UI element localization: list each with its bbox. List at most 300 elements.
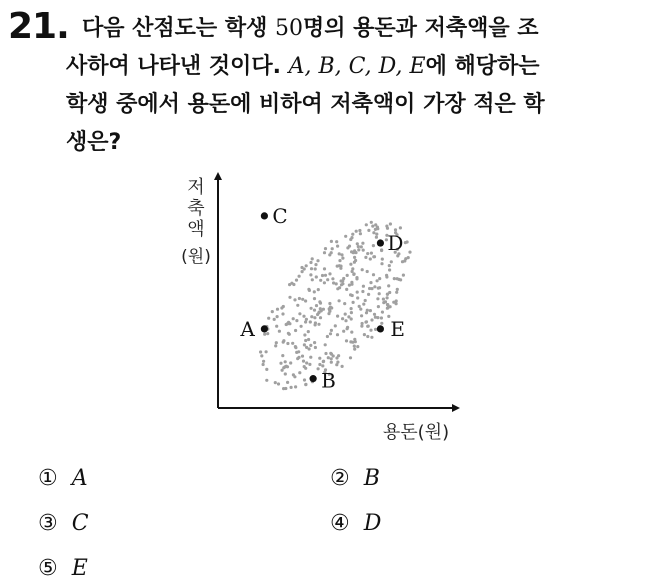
cloud-point	[304, 339, 307, 342]
cloud-point	[286, 381, 289, 384]
cloud-point	[373, 285, 376, 288]
stem-text: 명의 용돈과 저축액을 조	[303, 16, 539, 41]
cloud-point	[356, 345, 359, 348]
cloud-point	[351, 270, 354, 273]
cloud-point	[368, 287, 371, 290]
option-marker: ③	[38, 511, 58, 536]
cloud-point	[307, 330, 310, 333]
cloud-point	[262, 363, 265, 366]
cloud-point	[340, 253, 343, 256]
cloud-point	[330, 361, 333, 364]
cloud-point	[349, 263, 352, 266]
cloud-point	[386, 227, 389, 230]
cloud-point	[319, 302, 322, 305]
option-3[interactable]	[38, 511, 89, 536]
cloud-point	[369, 281, 372, 284]
cloud-point	[307, 338, 310, 341]
cloud-point	[362, 303, 365, 306]
cloud-point	[378, 292, 381, 295]
cloud-point	[293, 298, 296, 301]
cloud-point	[359, 232, 362, 235]
cloud-point	[316, 259, 319, 262]
cloud-point	[308, 363, 311, 366]
cloud-point	[335, 282, 338, 285]
cloud-point	[381, 311, 384, 314]
cloud-point	[352, 273, 355, 276]
y-axis-label-part: (원)	[181, 247, 211, 267]
cloud-point	[329, 332, 332, 335]
cloud-point	[260, 354, 263, 357]
cloud-point	[284, 372, 287, 375]
cloud-point	[343, 302, 346, 305]
cloud-point	[404, 241, 407, 244]
cloud-point	[359, 308, 362, 311]
cloud-point	[373, 255, 376, 258]
cloud-point	[348, 284, 351, 287]
cloud-point	[304, 299, 307, 302]
cloud-point	[360, 314, 363, 317]
cloud-point	[380, 322, 383, 325]
cloud-point	[309, 320, 312, 323]
cloud-point	[360, 245, 363, 248]
cloud-point	[309, 356, 312, 359]
cloud-point	[300, 325, 303, 328]
cloud-point	[356, 291, 359, 294]
y-axis-label-part: 저	[187, 177, 205, 198]
cloud-point	[375, 236, 378, 239]
cloud-point	[344, 313, 347, 316]
cloud-point	[336, 245, 339, 248]
cloud-point	[323, 251, 326, 254]
cloud-point	[301, 355, 304, 358]
cloud-point	[372, 273, 375, 276]
cloud-point	[388, 291, 391, 294]
cloud-point	[305, 361, 308, 364]
cloud-point	[355, 277, 358, 280]
cloud-point	[401, 260, 404, 263]
cloud-point	[265, 350, 268, 353]
cloud-point	[370, 318, 373, 321]
cloud-point	[365, 223, 368, 226]
cloud-point	[321, 364, 324, 367]
cloud-point	[295, 319, 298, 322]
point-e	[377, 325, 384, 332]
cloud-point	[311, 278, 314, 281]
cloud-point	[331, 247, 334, 250]
cloud-point	[341, 257, 344, 260]
cloud-point	[302, 315, 305, 318]
cloud-point	[376, 279, 379, 282]
cloud-point	[310, 267, 313, 270]
cloud-point	[337, 354, 340, 357]
cloud-point	[324, 352, 327, 355]
cloud-point	[380, 262, 383, 265]
cloud-point	[373, 313, 376, 316]
cloud-point	[319, 307, 322, 310]
cloud-point	[322, 360, 325, 363]
stem-text: 생은?	[66, 130, 122, 155]
option-value: A	[71, 466, 88, 491]
cloud-point	[353, 348, 356, 351]
cloud-point	[349, 356, 352, 359]
cloud-point	[313, 316, 316, 319]
cloud-point	[290, 386, 293, 389]
cloud-point	[374, 223, 377, 226]
cloud-point	[284, 387, 287, 390]
cloud-point	[342, 330, 345, 333]
cloud-point	[263, 333, 266, 336]
cloud-point	[303, 343, 306, 346]
cloud-point	[322, 308, 325, 311]
cloud-point	[366, 335, 369, 338]
cloud-point	[346, 327, 349, 330]
cloud-point	[365, 320, 368, 323]
cloud-point	[311, 257, 314, 260]
cloud-point	[382, 298, 385, 301]
cloud-point	[314, 263, 317, 266]
cloud-point	[294, 385, 297, 388]
cloud-point	[371, 225, 374, 228]
cloud-point	[328, 272, 331, 275]
cloud-point	[344, 235, 347, 238]
cloud-point	[292, 373, 295, 376]
cloud-point	[338, 299, 341, 302]
cloud-point	[378, 286, 381, 289]
cloud-point	[285, 365, 288, 368]
cloud-point	[358, 229, 361, 232]
cloud-point	[294, 329, 297, 332]
cloud-point	[279, 362, 282, 365]
cloud-point	[381, 258, 384, 261]
cloud-point	[363, 333, 366, 336]
cloud-point	[375, 233, 378, 236]
option-1[interactable]	[38, 466, 88, 491]
cloud-point	[262, 360, 265, 363]
cloud-point	[323, 267, 326, 270]
cloud-point	[318, 363, 321, 366]
cloud-point	[284, 360, 287, 363]
cloud-point	[259, 350, 262, 353]
cloud-point	[380, 316, 383, 319]
cloud-point	[353, 249, 356, 252]
cloud-point	[295, 279, 298, 282]
option-5[interactable]	[38, 556, 88, 581]
cloud-point	[289, 361, 292, 364]
cloud-point	[408, 251, 411, 254]
cloud-point	[380, 249, 383, 252]
cloud-point	[348, 245, 351, 248]
cloud-point	[376, 297, 379, 300]
cloud-point	[350, 307, 353, 310]
cloud-point	[271, 310, 274, 313]
stem-math: A, B, C, D, E	[288, 54, 426, 79]
cloud-point	[376, 316, 379, 319]
cloud-point	[386, 296, 389, 299]
cloud-point	[317, 323, 320, 326]
y-axis-label-part: 액	[187, 219, 205, 240]
cloud-point	[281, 312, 284, 315]
stem-text: 에 해당하는	[425, 54, 540, 79]
cloud-point	[351, 294, 354, 297]
cloud-point	[328, 310, 331, 313]
cloud-point	[402, 274, 405, 277]
cloud-point	[274, 381, 277, 384]
cloud-point	[346, 274, 349, 277]
cloud-point	[277, 382, 280, 385]
cloud-point	[302, 360, 305, 363]
cloud-point	[367, 293, 370, 296]
cloud-point	[319, 316, 322, 319]
option-value: D	[363, 511, 382, 536]
cloud-point	[313, 309, 316, 312]
y-axis-label	[181, 177, 211, 267]
cloud-point	[366, 309, 369, 312]
cloud-point	[300, 266, 303, 269]
point-label-e: E	[390, 316, 406, 341]
cloud-point	[317, 288, 320, 291]
option-marker: ①	[38, 466, 58, 491]
cloud-point	[315, 304, 318, 307]
cloud-point	[297, 350, 300, 353]
cloud-point	[382, 301, 385, 304]
cloud-point	[286, 342, 289, 345]
cloud-point	[345, 288, 348, 291]
cloud-point	[303, 333, 306, 336]
cloud-point	[327, 356, 330, 359]
cloud-point	[395, 291, 398, 294]
cloud-point	[288, 333, 291, 336]
cloud-point	[292, 317, 295, 320]
point-d	[377, 239, 384, 246]
cloud-point	[324, 247, 327, 250]
cloud-point	[338, 259, 341, 262]
cloud-point	[372, 231, 375, 234]
cloud-point	[366, 270, 369, 273]
cloud-point	[326, 335, 329, 338]
cloud-point	[298, 371, 301, 374]
point-label-c: C	[272, 203, 288, 228]
cloud-point	[330, 353, 333, 356]
cloud-point	[399, 278, 402, 281]
cloud-point	[353, 261, 356, 264]
cloud-point	[356, 242, 359, 245]
cloud-point	[388, 268, 391, 271]
cloud-point	[387, 306, 390, 309]
option-value: E	[71, 556, 88, 581]
cloud-point	[281, 354, 284, 357]
cloud-point	[301, 270, 304, 273]
cloud-point	[330, 329, 333, 332]
cloud-point	[341, 280, 344, 283]
option-value: B	[363, 466, 380, 491]
cloud-point	[361, 268, 364, 271]
option-2[interactable]	[330, 466, 380, 491]
cloud-point	[331, 277, 334, 280]
cloud-point	[366, 252, 369, 255]
y-axis-label-part: 축	[187, 198, 205, 219]
cloud-point	[369, 329, 372, 332]
cloud-point	[353, 256, 356, 259]
cloud-point	[350, 311, 353, 314]
cloud-point	[350, 281, 353, 284]
cloud-point	[399, 226, 402, 229]
cloud-point	[313, 341, 316, 344]
cloud-point	[305, 318, 308, 321]
cloud-point	[361, 290, 364, 293]
question-number: 21.	[8, 6, 69, 47]
cloud-point	[328, 253, 331, 256]
cloud-point	[275, 325, 278, 328]
cloud-point	[304, 320, 307, 323]
cloud-point	[323, 281, 326, 284]
cloud-point	[318, 357, 321, 360]
cloud-point	[324, 274, 327, 277]
cloud-point	[305, 346, 308, 349]
cloud-point	[304, 367, 307, 370]
cloud-point	[352, 301, 355, 304]
cloud-point	[328, 302, 331, 305]
cloud-point	[338, 264, 341, 267]
cloud-point	[356, 296, 359, 299]
cloud-point	[285, 323, 288, 326]
cloud-point	[390, 260, 393, 263]
option-4[interactable]	[330, 511, 381, 536]
cloud-point	[395, 299, 398, 302]
cloud-point	[362, 249, 365, 252]
cloud-point	[288, 296, 291, 299]
cloud-point	[367, 229, 370, 232]
cloud-point	[317, 367, 320, 370]
cloud-point	[351, 233, 354, 236]
cloud-point	[336, 315, 339, 318]
cloud-point	[367, 325, 370, 328]
cloud-point	[276, 315, 279, 318]
cloud-point	[307, 288, 310, 291]
cloud-point	[372, 244, 375, 247]
cloud-point	[336, 361, 339, 364]
cloud-point	[387, 284, 390, 287]
cloud-point	[364, 256, 367, 259]
cloud-point	[304, 383, 307, 386]
cloud-point	[330, 240, 333, 243]
cloud-point	[276, 308, 279, 311]
cloud-point	[314, 346, 317, 349]
option-marker: ⑤	[38, 556, 58, 581]
cloud-point	[374, 328, 377, 331]
cloud-point	[370, 221, 373, 224]
cloud-point	[321, 274, 324, 277]
cloud-point	[370, 336, 373, 339]
cloud-point	[278, 330, 281, 333]
cloud-point	[265, 379, 268, 382]
cloud-point	[345, 339, 348, 342]
cloud-point	[274, 344, 277, 347]
cloud-point	[291, 342, 294, 345]
cloud-point	[338, 286, 341, 289]
cloud-point	[294, 346, 297, 349]
cloud-point	[315, 275, 318, 278]
cloud-point	[361, 242, 364, 245]
cloud-point	[334, 324, 337, 327]
cloud-point	[313, 290, 316, 293]
point-a	[261, 325, 268, 332]
stem-text: 사하여 나타낸 것이다.	[66, 54, 289, 79]
cloud-point	[389, 222, 392, 225]
cloud-point	[324, 343, 327, 346]
cloud-point	[362, 285, 365, 288]
cloud-point	[353, 345, 356, 348]
cloud-point	[303, 378, 306, 381]
cloud-point	[369, 257, 372, 260]
cloud-point	[357, 245, 360, 248]
cloud-point	[370, 252, 373, 255]
cloud-point	[354, 340, 357, 343]
cloud-point	[290, 282, 293, 285]
cloud-point	[298, 312, 301, 315]
option-marker: ④	[330, 511, 350, 536]
cloud-point	[309, 344, 312, 347]
cloud-point	[296, 304, 299, 307]
cloud-point	[314, 267, 317, 270]
cloud-point	[267, 317, 270, 320]
cloud-point	[314, 321, 317, 324]
cloud-point	[376, 227, 379, 230]
stem-number: 50	[275, 16, 303, 41]
cloud-point	[335, 240, 338, 243]
cloud-point	[364, 299, 367, 302]
cloud-point	[344, 319, 347, 322]
cloud-point	[310, 315, 313, 318]
cloud-point	[313, 297, 316, 300]
cloud-point	[341, 317, 344, 320]
cloud-point	[301, 298, 304, 301]
cloud-point	[266, 332, 269, 335]
cloud-point	[265, 368, 268, 371]
cloud-point	[388, 264, 391, 267]
x-axis-label: 용돈(원)	[382, 422, 450, 443]
cloud-point	[273, 318, 276, 321]
cloud-point	[341, 282, 344, 285]
cloud-point	[350, 331, 353, 334]
cloud-point	[336, 333, 339, 336]
cloud-point	[393, 277, 396, 280]
cloud-point	[385, 274, 388, 277]
cloud-point	[330, 357, 333, 360]
point-b	[310, 375, 317, 382]
cloud-point	[296, 357, 299, 360]
cloud-point	[319, 279, 322, 282]
option-value: C	[71, 511, 89, 536]
point-label-b: B	[321, 368, 336, 393]
cloud-point	[396, 288, 399, 291]
cloud-point	[350, 236, 353, 239]
cloud-point	[360, 325, 363, 328]
cloud-point	[310, 307, 313, 310]
cloud-point	[338, 252, 341, 255]
cloud-point	[350, 250, 353, 253]
cloud-point	[298, 297, 301, 300]
cloud-point	[378, 277, 381, 280]
cloud-point	[298, 275, 301, 278]
stem-text: 다음 산점도는 학생	[82, 16, 275, 41]
cloud-point	[326, 278, 329, 281]
cloud-point	[358, 305, 361, 308]
cloud-point	[282, 305, 285, 308]
cloud-point	[369, 309, 372, 312]
cloud-point	[309, 273, 312, 276]
point-label-a: A	[240, 316, 255, 341]
cloud-point	[341, 365, 344, 368]
